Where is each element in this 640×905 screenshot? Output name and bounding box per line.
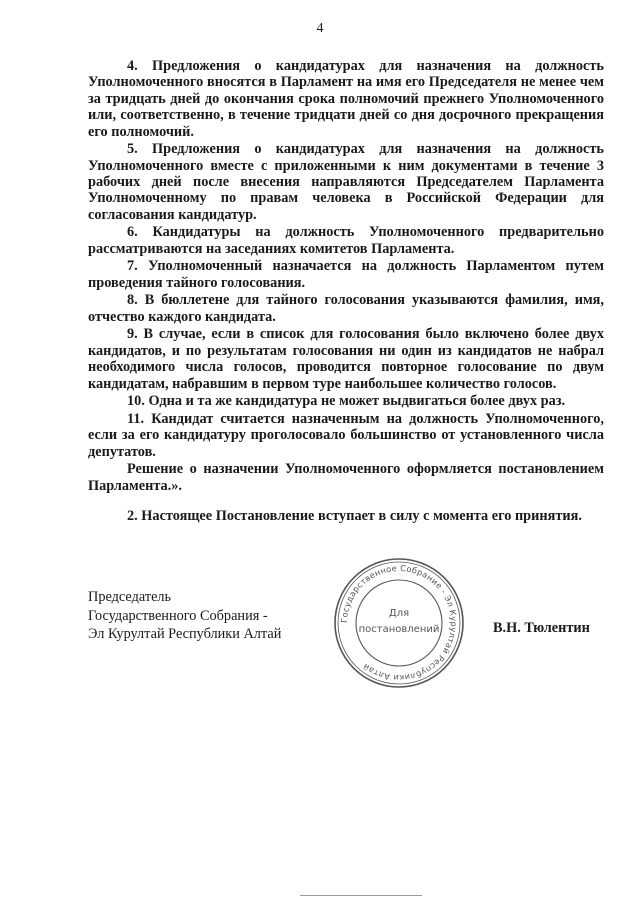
paragraph-10: 10. Одна и та же кандидатура не может выдвигаться более двух раз. — [127, 393, 566, 410]
paragraph-5: 5. Предложения о кандидатурах для назначения на должность Уполномоченного вместе с приложенными к ним документами в течение 3 рабочих дней после внесения направляются Председателем Парламента Уполномоченному по правам человека в Российской Федерации для согласования кандидатур. — [88, 141, 604, 223]
document-body — [88, 58, 604, 526]
footer-divider — [300, 895, 422, 896]
page-number: 4 — [316, 21, 324, 36]
signatory-name: В.Н. Тюлентин — [493, 620, 590, 636]
seal-ring-text: Государственное Собрание - Эл Курултай Республики Алтай — [338, 562, 460, 684]
paragraph-9: 9. В случае, если в список для голосования было включено более двух кандидатов, и по результатам голосования ни один из кандидатов не набрал необходимого числа голосов, проводится повторное голосование по двум кандидатам, набравшим в первом туре наибольшее количество голосов. — [88, 326, 604, 392]
paragraph-8: 8. В бюллетене для тайного голосования указываются фамилия, имя, отчество каждого кандидата. — [88, 292, 604, 325]
official-seal-icon — [332, 556, 466, 690]
signatory-position — [88, 588, 281, 644]
paragraph-decision: Решение о назначении Уполномоченного оформляется постановлением Парламента.». — [88, 461, 604, 494]
paragraph-6: 6. Кандидатуры на должность Уполномоченного предварительно рассматриваются на заседаниях комитетов Парламента. — [88, 224, 604, 257]
signatory-position-line: Председатель — [88, 589, 172, 605]
paragraph-7: 7. Уполномоченный назначается на должность Парламентом путем проведения тайного голосования. — [88, 258, 604, 291]
seal-center-line: Для — [388, 608, 410, 619]
seal-center-line: постановлений — [358, 624, 440, 635]
signatory-position-line: Государственного Собрания - — [88, 607, 268, 624]
paragraph-4: 4. Предложения о кандидатурах для назначения на должность Уполномоченного вносятся в Парламент на имя его Председателя не менее чем за тридцать дней до окончания срока полномочий прежнего Уполномоченного или, соответственно, в течение тридцати дней со дня досрочного прекращения его полномочий. — [88, 58, 604, 140]
paragraph-11: 11. Кандидат считается назначенным на должность Уполномоченного, если за его кандидатуру проголосовало большинство от установленного числа депутатов. — [88, 410, 604, 460]
signatory-position-line: Эл Курултай Республики Алтай — [88, 626, 282, 642]
svg-text:Государственное Собрание - Эл — [339, 563, 459, 683]
paragraph-effective: 2. Настоящее Постановление вступает в силу с момента его принятия. — [127, 508, 582, 525]
